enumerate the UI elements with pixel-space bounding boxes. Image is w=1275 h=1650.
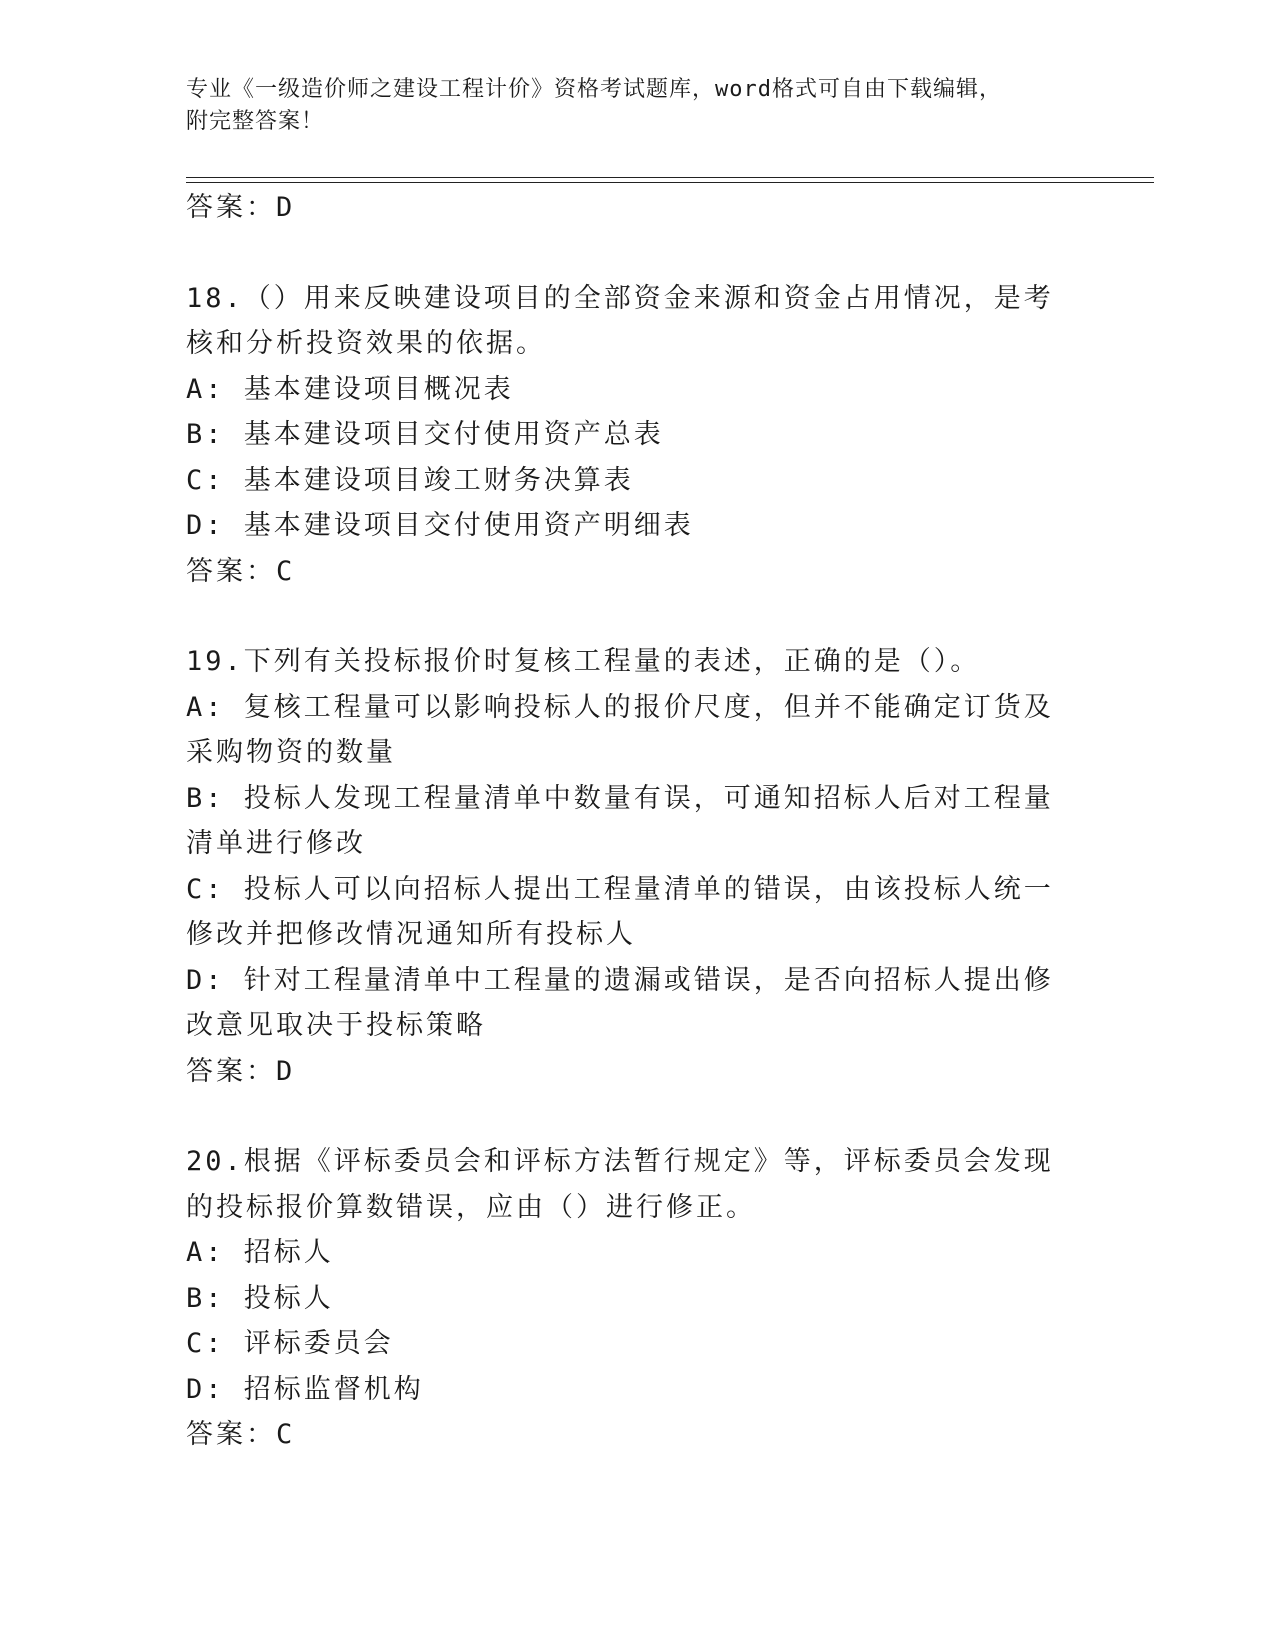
question-18 (186, 276, 1076, 595)
option-d: D: 针对工程量清单中工程量的遗漏或错误，是否向招标人提出修改意见取决于投标策略 (186, 964, 1054, 1041)
option-d: D: 基本建设项目交付使用资产明细表 (186, 510, 694, 541)
header-divider-bottom (186, 182, 1154, 183)
spacer (186, 1094, 1076, 1139)
question-content (186, 185, 1076, 1458)
option-c: C: 评标委员会 (186, 1328, 394, 1359)
answer-18: 答案：C (186, 555, 296, 587)
question-stem: 19.下列有关投标报价时复核工程量的表述，正确的是（）。 (186, 646, 981, 677)
question-20 (186, 1139, 1076, 1458)
option-b: B: 基本建设项目交付使用资产总表 (186, 419, 664, 450)
option-a: A: 基本建设项目概况表 (186, 373, 514, 405)
question-19 (186, 639, 1076, 1094)
option-c: C: 基本建设项目竣工财务决算表 (186, 464, 634, 496)
spacer (186, 231, 1076, 276)
header-divider-top (186, 177, 1154, 178)
question-stem: 18.（）用来反映建设项目的全部资金来源和资金占用情况，是考核和分析投资效果的依据。 (186, 282, 1054, 359)
option-b: B: 投标人 (186, 1282, 334, 1314)
answer-17: 答案：D (186, 192, 296, 223)
document-header (186, 74, 1086, 138)
option-b: B: 投标人发现工程量清单中数量有误，可通知招标人后对工程量清单进行修改 (186, 782, 1054, 859)
header-line-1: 专业《一级造价师之建设工程计价》资格考试题库，word格式可自由下载编辑， (186, 77, 1002, 102)
option-a: A: 招标人 (186, 1237, 334, 1268)
header-line-2: 附完整答案！ (186, 109, 325, 134)
answer-20: 答案：C (186, 1419, 296, 1450)
option-a: A: 复核工程量可以影响投标人的报价尺度，但并不能确定订货及采购物资的数量 (186, 691, 1054, 768)
option-c: C: 投标人可以向招标人提出工程量清单的错误，由该投标人统一修改并把修改情况通知所有投标人 (186, 873, 1054, 950)
spacer (186, 594, 1076, 639)
question-stem: 20.根据《评标委员会和评标方法暂行规定》等，评标委员会发现的投标报价算数错误，应由（）进行修正。 (186, 1146, 1054, 1223)
option-d: D: 招标监督机构 (186, 1373, 424, 1405)
answer-19: 答案：D (186, 1055, 296, 1087)
